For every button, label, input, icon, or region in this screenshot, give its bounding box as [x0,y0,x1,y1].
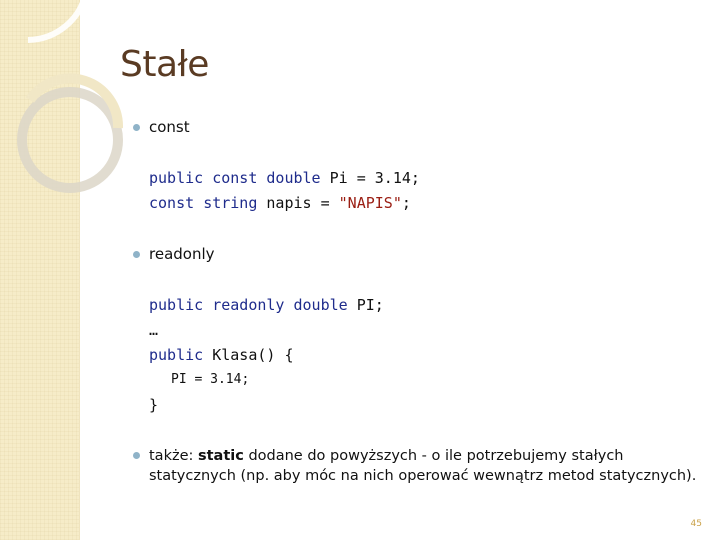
slide-title: Stałe [120,44,209,85]
bullet-paragraph-static [149,446,709,486]
code-line [171,372,249,387]
bullet-label-const: const [149,118,190,136]
code-token: } [149,396,159,414]
code-token: ; [401,194,411,212]
code-token [203,169,212,187]
code-line [149,396,158,414]
code-token: PI = 3.14; [171,372,250,387]
code-line [149,194,411,212]
code-token: public [149,296,204,314]
code-token: const [212,169,258,187]
code-token: readonly [212,296,285,314]
code-line [149,321,158,339]
code-token [203,296,212,314]
code-token: "NAPIS" [338,194,402,212]
code-line [149,169,420,187]
bullet-dot [133,452,140,459]
code-token: double [293,296,348,314]
code-line [149,346,294,364]
paragraph-prefix: także: [149,448,198,464]
decorative-rings [0,0,160,220]
code-token: Klasa() { [203,346,294,364]
code-token: … [149,321,159,339]
code-token: PI; [347,296,384,314]
bullet-dot [133,251,140,258]
code-token: napis = [257,194,339,212]
code-token: const [149,194,195,212]
code-token: public [149,346,204,364]
code-token: public [149,169,204,187]
page-number: 45 [690,519,702,529]
bullet-label-readonly: readonly [149,245,215,263]
code-token: Pi = 3.14; [320,169,420,187]
code-line [149,296,384,314]
code-token [194,194,203,212]
code-token: string [203,194,258,212]
paragraph-suffix: dodane do powyższych - o ile potrzebujemy stałych statycznych (np. aby móc na nich operować wewnątrz metod statycznych). [149,448,697,484]
bullet-dot [133,124,140,131]
code-token: double [266,169,321,187]
code-token [284,296,293,314]
paragraph-keyword: static [198,448,244,464]
